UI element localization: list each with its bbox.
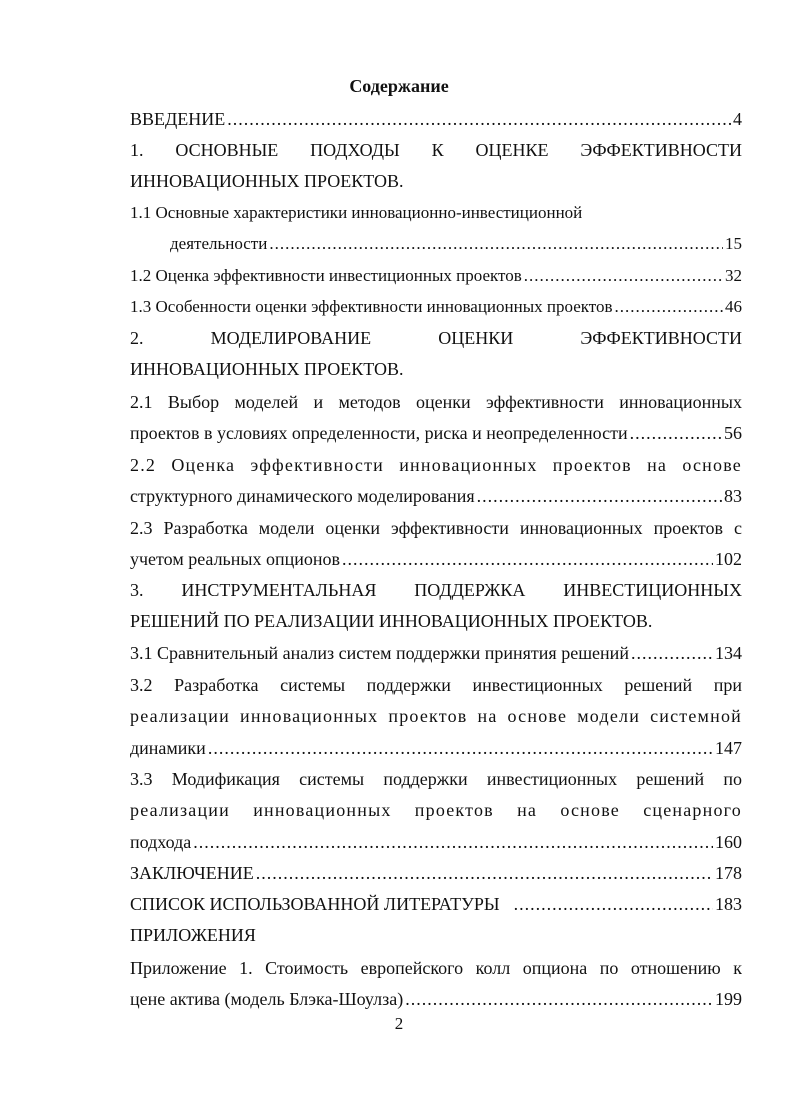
- toc-entry-3-2-line1: 3.2 Разработка системы поддержки инвестиционных решений при: [130, 675, 742, 695]
- toc-entry-intro: [130, 107, 742, 131]
- toc-entry-3-3-line2: реализации инновационных проектов на основе сценарного: [130, 800, 742, 820]
- toc-entry-3-2-line2: реализации инновационных проектов на основе модели системной: [130, 706, 742, 726]
- toc-entry-page: 147: [715, 738, 742, 758]
- toc-entry-page: 199: [715, 989, 742, 1009]
- toc-entry-appendix-1: [130, 987, 742, 1011]
- heading-word: ЭФФЕКТИВНОСТИ: [580, 140, 742, 160]
- toc-entry-text: цене актива (модель Блэка-Шоулза): [130, 989, 404, 1009]
- toc-entry-page: 15: [725, 234, 742, 253]
- leader-dots: [477, 484, 722, 508]
- toc-entry-3-3-line1: 3.3 Модификация системы поддержки инвестиционных решений по: [130, 769, 742, 789]
- toc-entry-1-3: [130, 295, 742, 319]
- toc-entry-references: [130, 892, 742, 916]
- heading-word: ОСНОВНЫЕ: [175, 140, 279, 160]
- leader-dots: [227, 107, 731, 131]
- heading-word: МОДЕЛИРОВАНИЕ: [210, 328, 372, 348]
- toc-entry-2-2: [130, 484, 742, 508]
- toc-entry-appendices: ПРИЛОЖЕНИЯ: [130, 925, 256, 945]
- leader-dots: [208, 736, 713, 760]
- toc-entry-text: деятельности: [170, 234, 268, 253]
- toc-section-2-heading: [130, 326, 742, 350]
- leader-dots: [342, 547, 713, 571]
- toc-entry-text: СПИСОК ИСПОЛЬЗОВАННОЙ ЛИТЕРАТУРЫ: [130, 894, 500, 914]
- toc-entry-3-1: [130, 641, 742, 665]
- leader-dots: [193, 830, 713, 854]
- toc-entry-page: 46: [725, 297, 742, 316]
- heading-word: 3.: [130, 580, 144, 600]
- leader-dots: [630, 421, 722, 445]
- toc-entry-page: 134: [715, 643, 742, 663]
- toc-section-3-heading-cont: РЕШЕНИЙ ПО РЕАЛИЗАЦИИ ИННОВАЦИОННЫХ ПРОЕКТОВ.: [130, 611, 653, 631]
- toc-entry-conclusion: [130, 861, 742, 885]
- toc-entry-1-1-line1: 1.1 Основные характеристики инновационно-инвестиционной: [130, 203, 583, 222]
- heading-word: ЭФФЕКТИВНОСТИ: [580, 328, 742, 348]
- leader-dots: [615, 295, 723, 319]
- toc-entry-page: 160: [715, 832, 742, 852]
- toc-entry-text: структурного динамического моделирования: [130, 486, 475, 506]
- toc-section-1-heading-cont: ИННОВАЦИОННЫХ ПРОЕКТОВ.: [130, 171, 404, 191]
- toc-entry-text: 3.1 Сравнительный анализ систем поддержки принятия решений: [130, 643, 629, 663]
- toc-entry-appendix-1-line1: Приложение 1. Стоимость европейского колл опциона по отношению к: [130, 958, 742, 978]
- heading-word: ПОДДЕРЖКА: [414, 580, 526, 600]
- toc-entry-page: 83: [724, 486, 742, 506]
- toc-entry-text: динамики: [130, 738, 206, 758]
- heading-word: 2.: [130, 328, 144, 348]
- toc-entry-2-2-line1: 2.2 Оценка эффективности инновационных проектов на основе: [130, 455, 742, 475]
- toc-entry-text: 1.2 Оценка эффективности инвестиционных проектов: [130, 266, 522, 285]
- toc-entry-1-1: [170, 232, 742, 256]
- heading-word: ИНВЕСТИЦИОННЫХ: [563, 580, 742, 600]
- toc-entry-page: 102: [715, 549, 742, 569]
- toc-entry-page: 56: [724, 423, 742, 443]
- toc-entry-page: 32: [725, 266, 742, 285]
- toc-entry-2-1: [130, 421, 742, 445]
- toc-title: Содержание: [349, 76, 449, 96]
- toc-section-3-heading: [130, 578, 742, 602]
- heading-word: ОЦЕНКЕ: [475, 140, 549, 160]
- toc-entry-page: 4: [733, 109, 742, 129]
- heading-word: ПОДХОДЫ: [310, 140, 400, 160]
- leader-dots: [631, 641, 713, 665]
- toc-entry-2-1-line1: 2.1 Выбор моделей и методов оценки эффективности инновационных: [130, 392, 742, 412]
- toc-entry-text: ЗАКЛЮЧЕНИЕ: [130, 863, 254, 883]
- toc-entry-2-3-line1: 2.3 Разработка модели оценки эффективности инновационных проектов с: [130, 518, 742, 538]
- toc-entry-text: ВВЕДЕНИЕ: [130, 109, 226, 129]
- toc-entry-2-3: [130, 547, 742, 571]
- leader-dots: [405, 987, 713, 1011]
- heading-word: ИНСТРУМЕНТАЛЬНАЯ: [181, 580, 377, 600]
- toc-section-1-heading: [130, 138, 742, 162]
- leader-dots: [524, 264, 723, 288]
- toc-entry-3-2: [130, 736, 742, 760]
- toc-entry-text: 1.3 Особенности оценки эффективности инновационных проектов: [130, 297, 613, 316]
- leader-dots: [256, 861, 713, 885]
- toc-entry-3-3: [130, 830, 742, 854]
- toc-entry-page: 178: [715, 863, 742, 883]
- toc-section-2-heading-cont: ИННОВАЦИОННЫХ ПРОЕКТОВ.: [130, 359, 404, 379]
- leader-dots: [269, 232, 723, 256]
- toc-entry-text: подхода: [130, 832, 192, 852]
- page-number: 2: [394, 1014, 404, 1033]
- toc-entry-text: учетом реальных опционов: [130, 549, 341, 569]
- heading-word: ОЦЕНКИ: [438, 328, 514, 348]
- toc-entry-text: проектов в условиях определенности, риска и неопределенности: [130, 423, 628, 443]
- toc-entry-1-2: [130, 264, 742, 288]
- heading-word: 1.: [130, 140, 144, 160]
- leader-dots: [514, 892, 713, 916]
- heading-word: К: [431, 140, 444, 160]
- toc-entry-page: 183: [715, 894, 742, 914]
